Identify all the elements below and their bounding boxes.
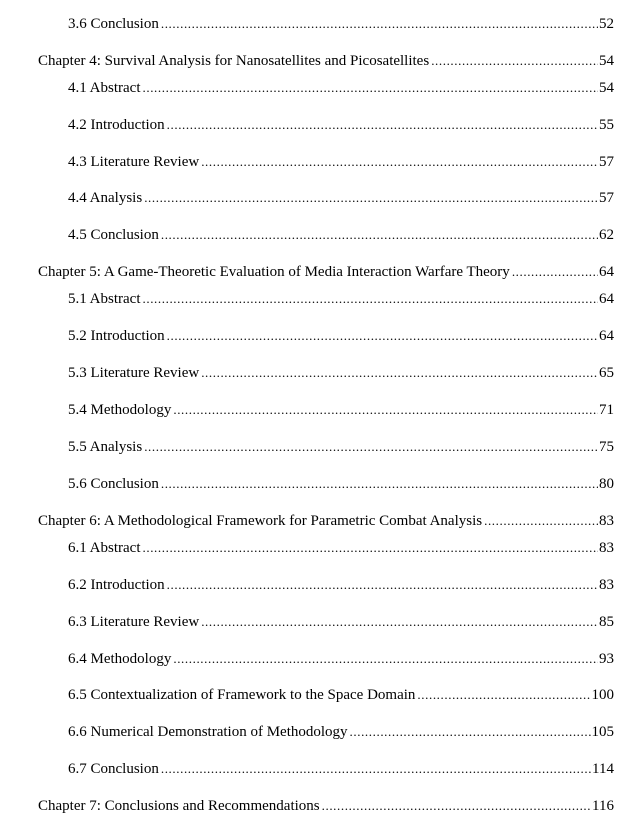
toc-page-number: 83 (599, 577, 614, 593)
toc-page-number: 114 (592, 761, 614, 777)
toc-entry-title: 4.3 Literature Review (68, 154, 200, 170)
dot-leader (173, 400, 598, 420)
toc-section-entry (68, 759, 614, 779)
toc-page-number: 85 (599, 614, 614, 630)
toc-section-entry (68, 400, 614, 420)
toc-section-entry (68, 722, 614, 742)
toc-section-entry (68, 649, 614, 669)
toc-page-number: 57 (599, 154, 614, 170)
toc-section-entry (68, 326, 614, 346)
dot-leader (167, 326, 598, 346)
dot-leader (144, 437, 598, 457)
toc-entry-title: 4.4 Analysis (68, 190, 143, 206)
toc-section-entry (68, 115, 614, 135)
toc-entry-title: Chapter 6: A Methodological Framework for Parametric Combat Analysis (38, 513, 483, 529)
toc-section-entry (68, 225, 614, 245)
toc-chapter-entry (38, 796, 614, 816)
toc-section-entry (68, 363, 614, 383)
toc-section-entry (68, 289, 614, 309)
toc-entry-title: 5.6 Conclusion (68, 476, 159, 492)
toc-entry-title: 6.1 Abstract (68, 540, 141, 556)
toc-entry-title: 6.2 Introduction (68, 577, 165, 593)
toc-section-entry (68, 152, 614, 172)
toc-entry-title: 5.3 Literature Review (68, 365, 200, 381)
dot-leader (144, 188, 598, 208)
toc-entry-title: 6.5 Contextualization of Framework to the Space Domain (68, 687, 416, 703)
toc-entry-title: 4.1 Abstract (68, 80, 141, 96)
toc-entry-title: 6.4 Methodology (68, 651, 172, 667)
toc-page-number: 80 (599, 476, 614, 492)
toc-entry-title: 3.6 Conclusion (68, 16, 159, 32)
dot-leader (143, 289, 599, 309)
dot-leader (143, 78, 599, 98)
toc-section-entry (68, 575, 614, 595)
toc-entry-title: 6.6 Numerical Demonstration of Methodology (68, 724, 348, 740)
toc-entry-title: 5.5 Analysis (68, 439, 143, 455)
toc-page-number: 62 (599, 227, 614, 243)
toc-chapter-entry (38, 262, 614, 282)
toc-page-number: 54 (599, 80, 614, 96)
toc-page-number: 116 (592, 798, 614, 814)
toc-section-entry (68, 474, 614, 494)
toc-entry-title: 4.2 Introduction (68, 117, 165, 133)
dot-leader (161, 759, 591, 779)
toc-entry-title: 5.4 Methodology (68, 402, 172, 418)
dot-leader (201, 152, 598, 172)
toc-entry-title: 5.2 Introduction (68, 328, 165, 344)
toc-chapter-entry (38, 511, 614, 531)
toc-section-entry (68, 14, 614, 34)
toc-page-number: 71 (599, 402, 614, 418)
toc-page-number: 55 (599, 117, 614, 133)
toc-entry-title: 5.1 Abstract (68, 291, 141, 307)
toc-page-number: 105 (591, 724, 614, 740)
dot-leader (167, 575, 598, 595)
toc-page-number: 64 (599, 328, 614, 344)
toc-entry-title: Chapter 7: Conclusions and Recommendations (38, 798, 320, 814)
dot-leader (512, 262, 598, 282)
dot-leader (350, 722, 591, 742)
dot-leader (322, 796, 591, 816)
toc-section-entry (68, 188, 614, 208)
toc-entry-title: 6.7 Conclusion (68, 761, 159, 777)
dot-leader (201, 612, 598, 632)
toc-entry-title: 6.3 Literature Review (68, 614, 200, 630)
toc-entry-title: 4.5 Conclusion (68, 227, 159, 243)
toc-page-number: 52 (599, 16, 614, 32)
dot-leader (161, 225, 598, 245)
dot-leader (161, 474, 598, 494)
toc-entry-title: Chapter 4: Survival Analysis for Nanosatellites and Picosatellites (38, 53, 430, 69)
dot-leader (173, 649, 598, 669)
toc-page-number: 75 (599, 439, 614, 455)
toc-page-number: 57 (599, 190, 614, 206)
toc-page-number: 93 (599, 651, 614, 667)
toc-section-entry (68, 685, 614, 705)
dot-leader (431, 51, 598, 71)
toc-section-entry (68, 538, 614, 558)
toc-chapter-entry (38, 51, 614, 71)
dot-leader (484, 511, 598, 531)
dot-leader (167, 115, 598, 135)
toc-section-entry (68, 78, 614, 98)
toc-page-number: 64 (599, 264, 614, 280)
dot-leader (417, 685, 590, 705)
toc-page-number: 54 (599, 53, 614, 69)
toc-page-number: 100 (591, 687, 614, 703)
toc-page-number: 64 (599, 291, 614, 307)
dot-leader (143, 538, 599, 558)
toc-page-number: 83 (599, 513, 614, 529)
toc-entry-title: Chapter 5: A Game-Theoretic Evaluation of Media Interaction Warfare Theory (38, 264, 510, 280)
dot-leader (161, 14, 598, 34)
toc-page-number: 65 (599, 365, 614, 381)
toc-page-number: 83 (599, 540, 614, 556)
dot-leader (201, 363, 598, 383)
toc-section-entry (68, 437, 614, 457)
toc-section-entry (68, 612, 614, 632)
